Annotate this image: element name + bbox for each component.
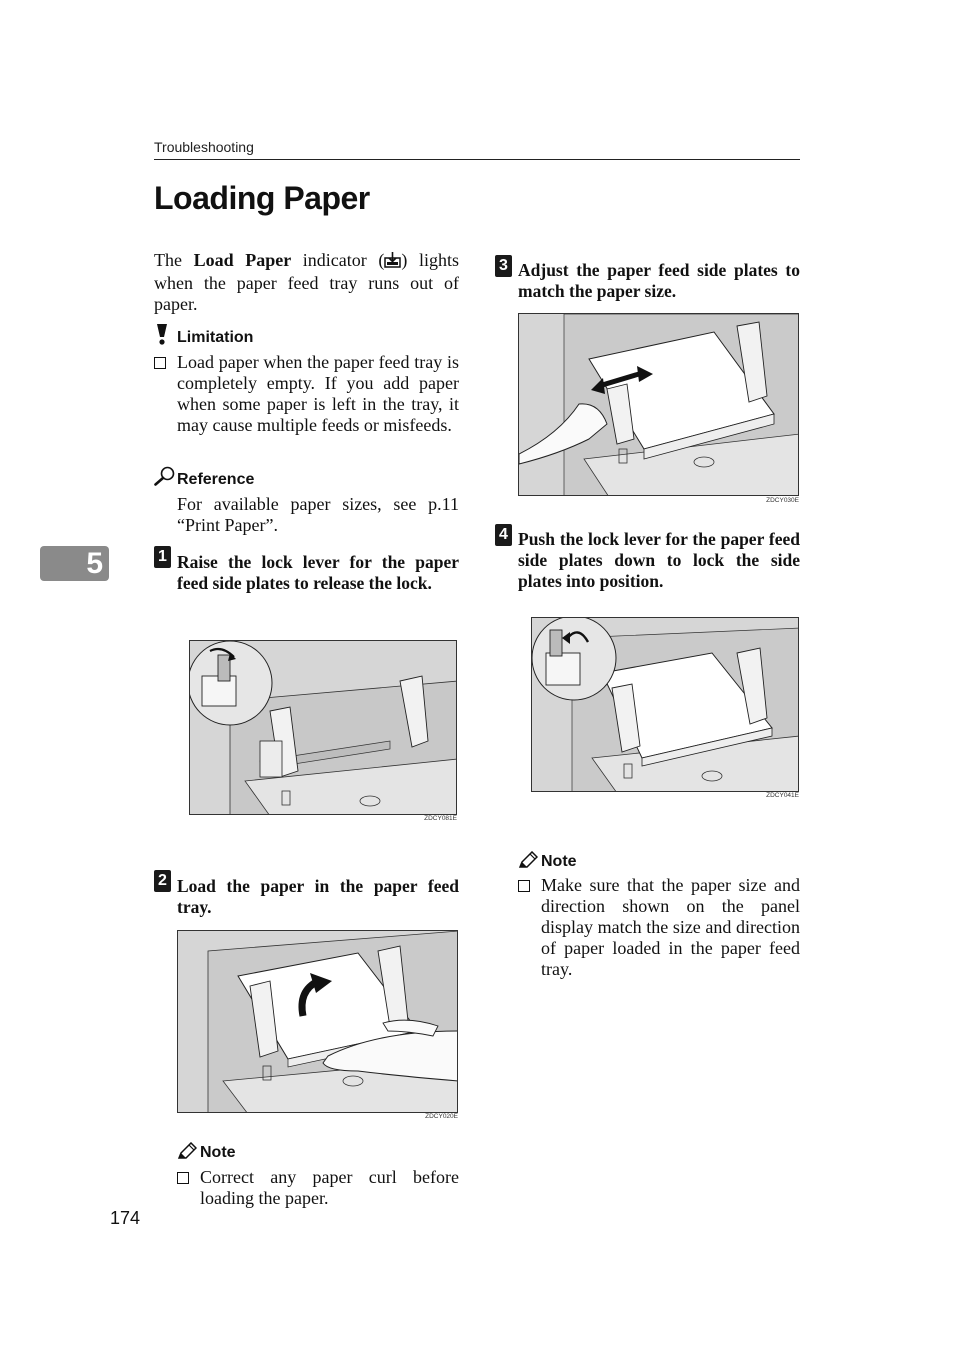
reference-title: Reference xyxy=(177,471,255,488)
page-number: 174 xyxy=(110,1208,141,1228)
limitation-list xyxy=(154,352,459,436)
note-right-title: Note xyxy=(541,853,577,870)
pencil-icon xyxy=(518,851,538,873)
list-item: Correct any paper curl before loading the paper. xyxy=(177,1167,459,1209)
step-badge-2: 2 xyxy=(154,870,171,892)
figure-code-3: ZDCY030E xyxy=(766,497,799,504)
magnifier-icon xyxy=(154,466,176,490)
figure-code-4: ZDCY041E xyxy=(766,792,799,799)
step-badge-3: 3 xyxy=(495,255,512,277)
exclamation-icon xyxy=(154,323,170,349)
bullet-box xyxy=(154,357,166,369)
pencil-icon xyxy=(177,1142,197,1164)
step-badge-4: 4 xyxy=(495,524,512,546)
step-2-text: Load the paper in the paper feed tray. xyxy=(177,876,459,917)
page-title: Loading Paper xyxy=(154,180,370,216)
figure-code-1: ZDCY081E xyxy=(424,815,457,822)
running-header: Troubleshooting xyxy=(154,139,254,155)
reference-text: For available paper sizes, see p.11 “Print Paper”. xyxy=(177,494,459,535)
note-left-title: Note xyxy=(200,1144,236,1161)
list-item: Load paper when the paper feed tray is completely empty. If you add paper when some paper is left in the tray, it may cause multiple feeds or misfeeds. xyxy=(154,352,459,436)
figure-step-2 xyxy=(177,930,458,1113)
bullet-box xyxy=(177,1172,189,1184)
intro-paragraph: The Load Paper indicator ( ) lights when the paper feed tray runs out of paper. xyxy=(154,250,459,314)
note-right-list xyxy=(518,875,800,980)
step-1-text: Raise the lock lever for the paper feed side plates to release the lock. xyxy=(177,552,459,593)
load-paper-icon xyxy=(384,251,401,273)
load-paper-term: Load Paper xyxy=(193,250,292,270)
step-badge-1: 1 xyxy=(154,546,171,568)
figure-step-3 xyxy=(518,313,799,496)
list-item: Make sure that the paper size and direction shown on the panel display match the size and direction of paper loaded in the paper feed tray. xyxy=(518,875,800,980)
limitation-title: Limitation xyxy=(177,329,254,346)
bullet-box xyxy=(518,880,530,892)
figure-step-4 xyxy=(531,617,799,792)
chapter-number: 5 xyxy=(86,547,103,580)
figure-step-1 xyxy=(189,640,457,815)
note-left-list xyxy=(177,1167,459,1209)
step-3-text: Adjust the paper feed side plates to match the paper size. xyxy=(518,260,800,301)
step-4-text: Push the lock lever for the paper feed side plates down to lock the side plates into position. xyxy=(518,529,800,591)
header-rule xyxy=(154,159,800,160)
figure-code-2: ZDCY020E xyxy=(425,1113,458,1120)
